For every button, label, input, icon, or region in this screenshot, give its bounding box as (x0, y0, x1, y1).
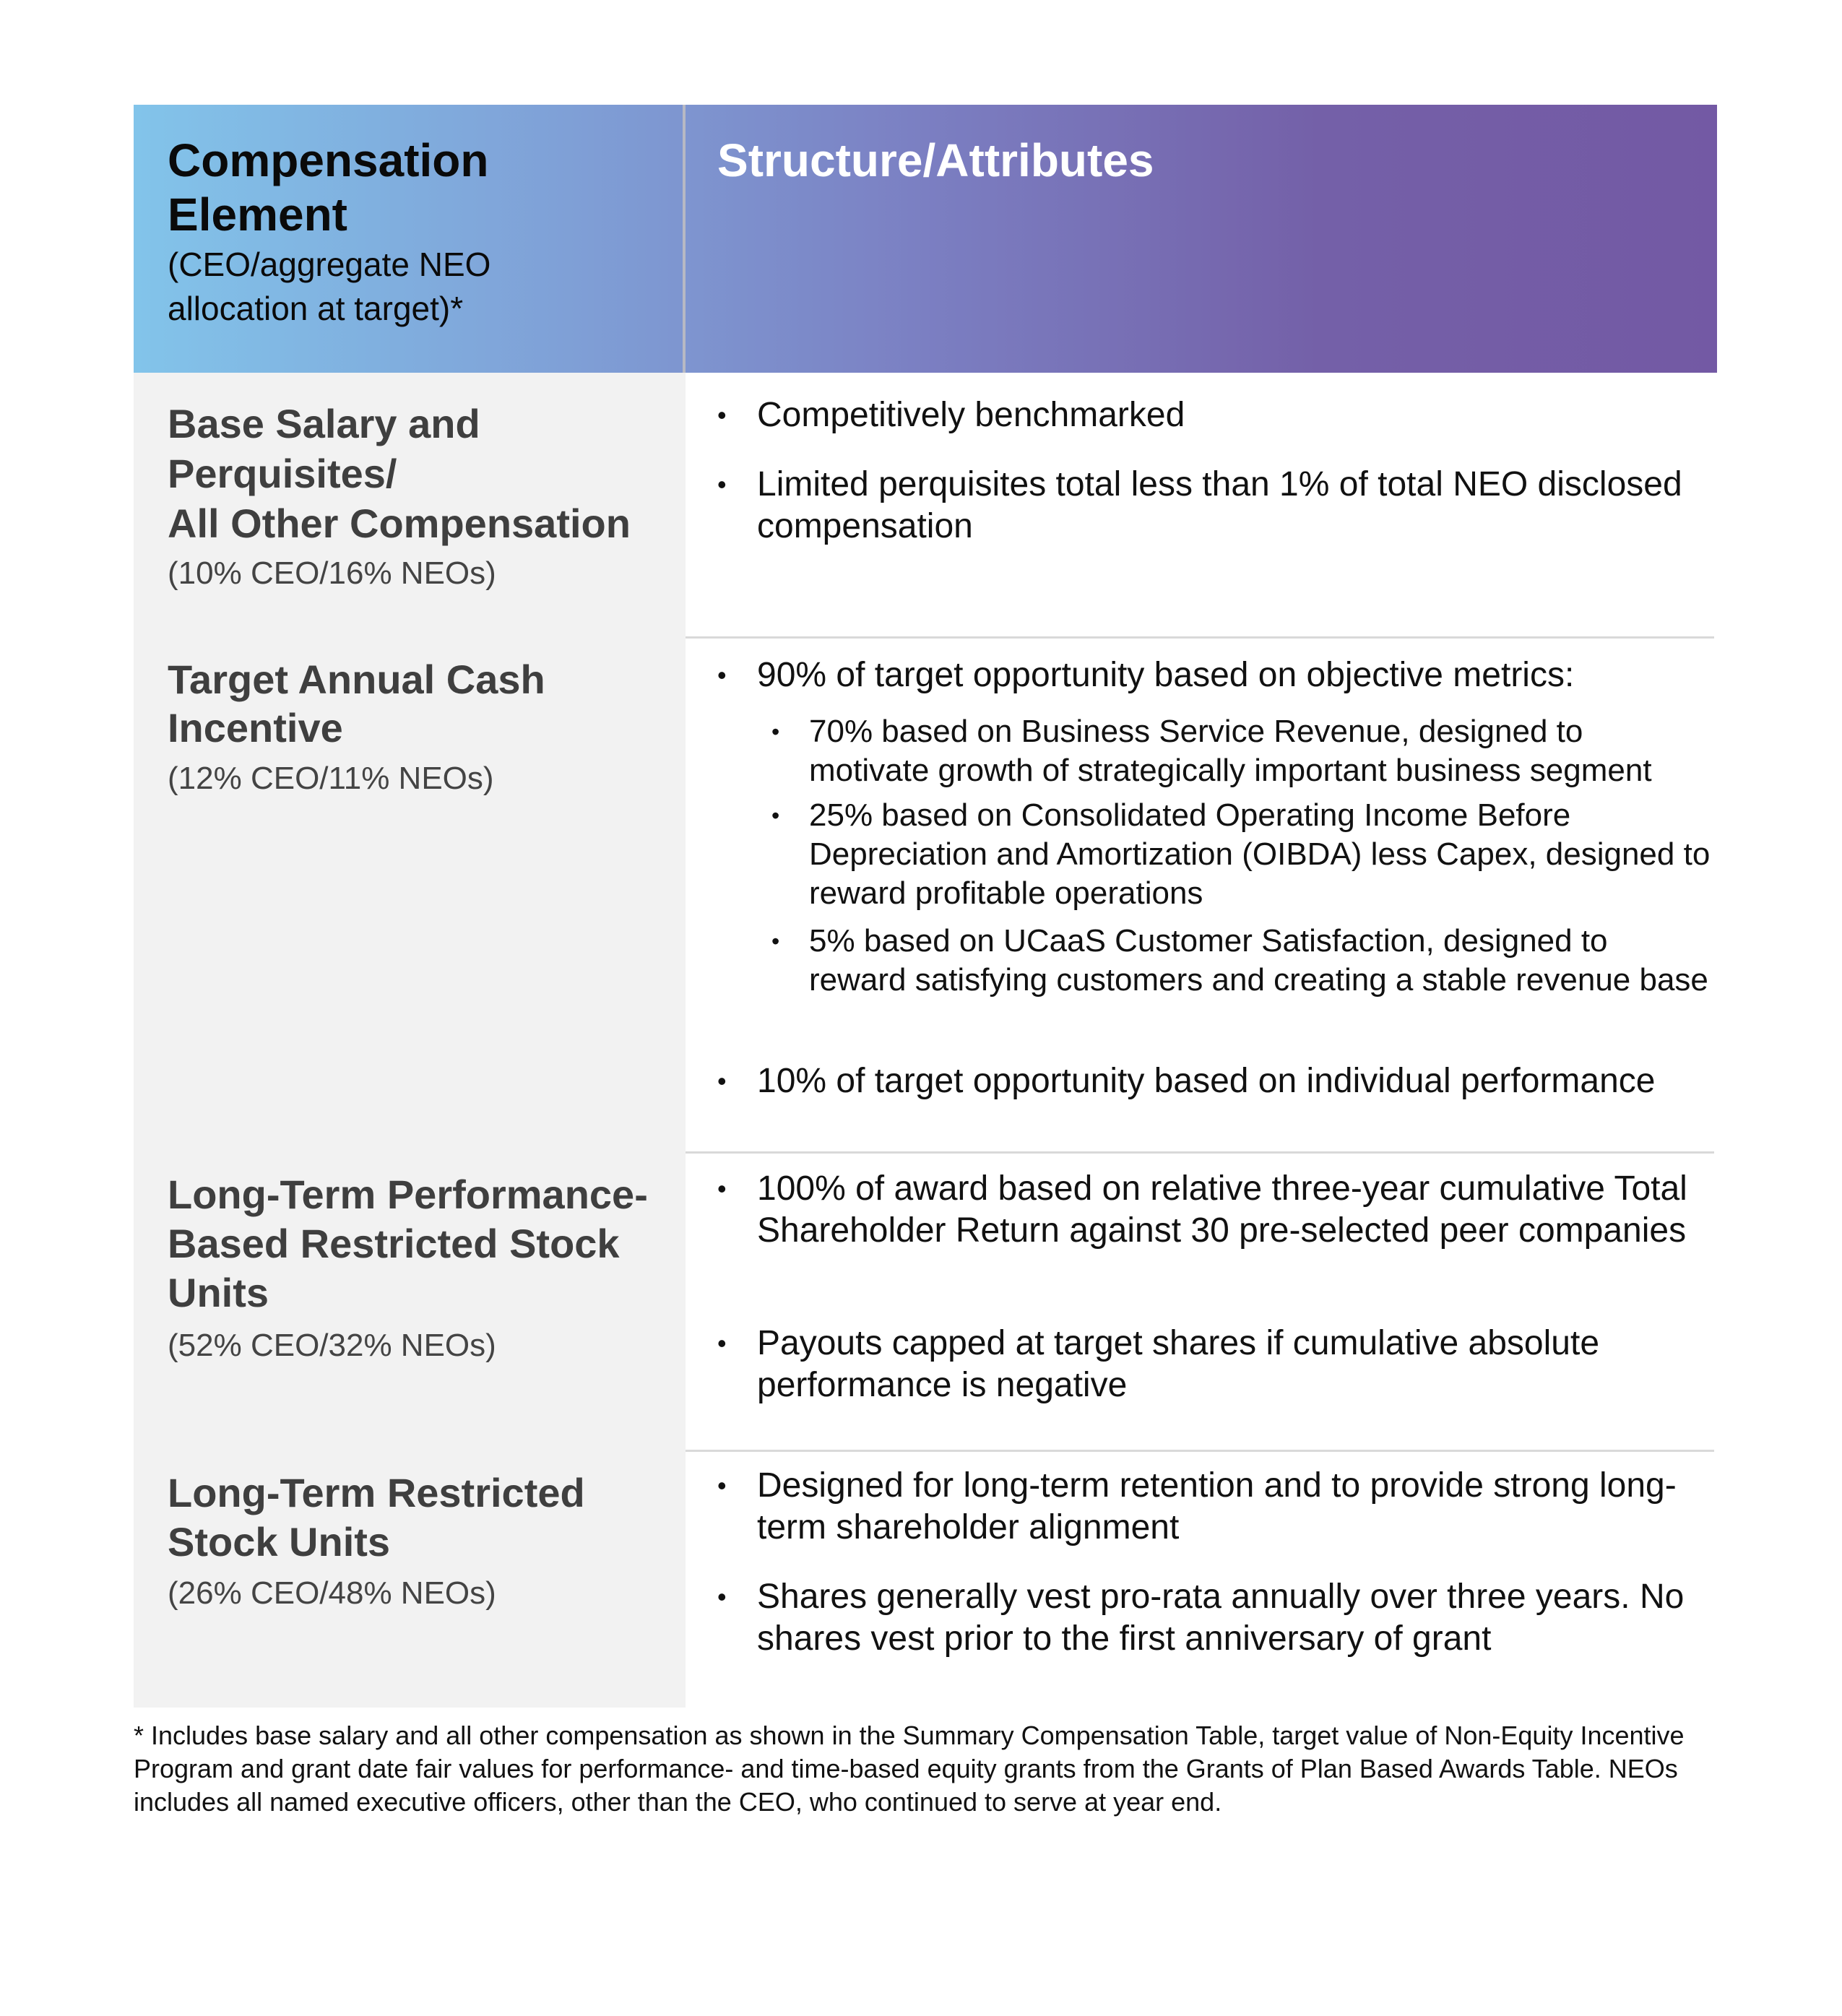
row-allocation: (52% CEO/32% NEOs) (168, 1328, 496, 1363)
footnote: * Includes base salary and all other compensation as shown in the Summary Compensation Table, target value of Non-Equity Incentive Program and grant date fair values for performance- and time-based equity grants from the Grants of Plan Based Awards Table. NEOs includes all named executive officers, other than the CEO, who continued to serve at year end. (134, 1721, 1685, 1817)
header-title-line2: Element (168, 189, 347, 241)
row-title-line: Stock Units (168, 1519, 391, 1565)
row-label-cell (134, 639, 686, 1154)
row-label-cell (134, 1452, 686, 1708)
row-title-line: Units (168, 1270, 269, 1315)
row-title-line: All Other Compensation (168, 501, 631, 546)
row-title-line: Incentive (168, 705, 343, 750)
table-row-performance-rsu (134, 1154, 1714, 1452)
row-title-line: Long-Term Performance- (168, 1172, 648, 1217)
table-row-base-salary (134, 373, 1714, 639)
bullet-item: • 10% of target opportunity based on individual performance (717, 1060, 1707, 1102)
bullet-item: • Payouts capped at target shares if cumulative absolute performance is negative (717, 1323, 1707, 1406)
row-label-cell (134, 1154, 686, 1452)
row-allocation: (10% CEO/16% NEOs) (168, 555, 496, 591)
bullet-item: • Shares generally vest pro-rata annually over three years. No shares vest prior to the first anniversary of grant (717, 1576, 1707, 1660)
header-structure-attributes: Structure/Attributes (717, 134, 1154, 186)
row-title-line: Based Restricted Stock (168, 1221, 620, 1266)
row-title-line: Base Salary and (168, 401, 480, 446)
header-subtitle-line2: allocation at target)* (168, 290, 464, 327)
table-row-annual-cash-incentive (134, 639, 1714, 1154)
header-title-line1: Compensation (168, 134, 489, 186)
row-allocation: (12% CEO/11% NEOs) (168, 761, 494, 796)
sub-bullet-item: • 70% based on Business Service Revenue, designed to motivate growth of strategically important business segment (771, 712, 1711, 790)
header-divider (683, 105, 686, 373)
row-title-line: Target Annual Cash (168, 657, 545, 702)
table-row-restricted-stock-units (134, 1452, 1714, 1708)
bullet-item: • 90% of target opportunity based on objective metrics: (717, 654, 1707, 696)
row-allocation: (26% CEO/48% NEOs) (168, 1575, 496, 1611)
bullet-item: • Limited perquisites total less than 1% of total NEO disclosed compensation (717, 464, 1707, 548)
sub-bullet-item: • 25% based on Consolidated Operating Income Before Depreciation and Amortization (OIBDA) less Capex, designed to reward profitable operations (771, 796, 1711, 913)
row-title-line: Perquisites/ (168, 451, 397, 496)
sub-bullet-item: • 5% based on UCaaS Customer Satisfaction, designed to reward satisfying customers and creating a stable revenue base (771, 922, 1711, 1000)
table-header (134, 105, 1717, 373)
bullet-item: • Competitively benchmarked (717, 394, 1707, 436)
bullet-item: • Designed for long-term retention and to provide strong long-term shareholder alignment (717, 1465, 1707, 1549)
header-subtitle-line1: (CEO/aggregate NEO (168, 246, 491, 283)
row-title-line: Long-Term Restricted (168, 1470, 585, 1515)
row-label-cell (134, 373, 686, 639)
header-compensation-element (168, 134, 666, 330)
bullet-item: • 100% of award based on relative three-year cumulative Total Shareholder Return against 30 pre-selected peer companies (717, 1168, 1707, 1252)
